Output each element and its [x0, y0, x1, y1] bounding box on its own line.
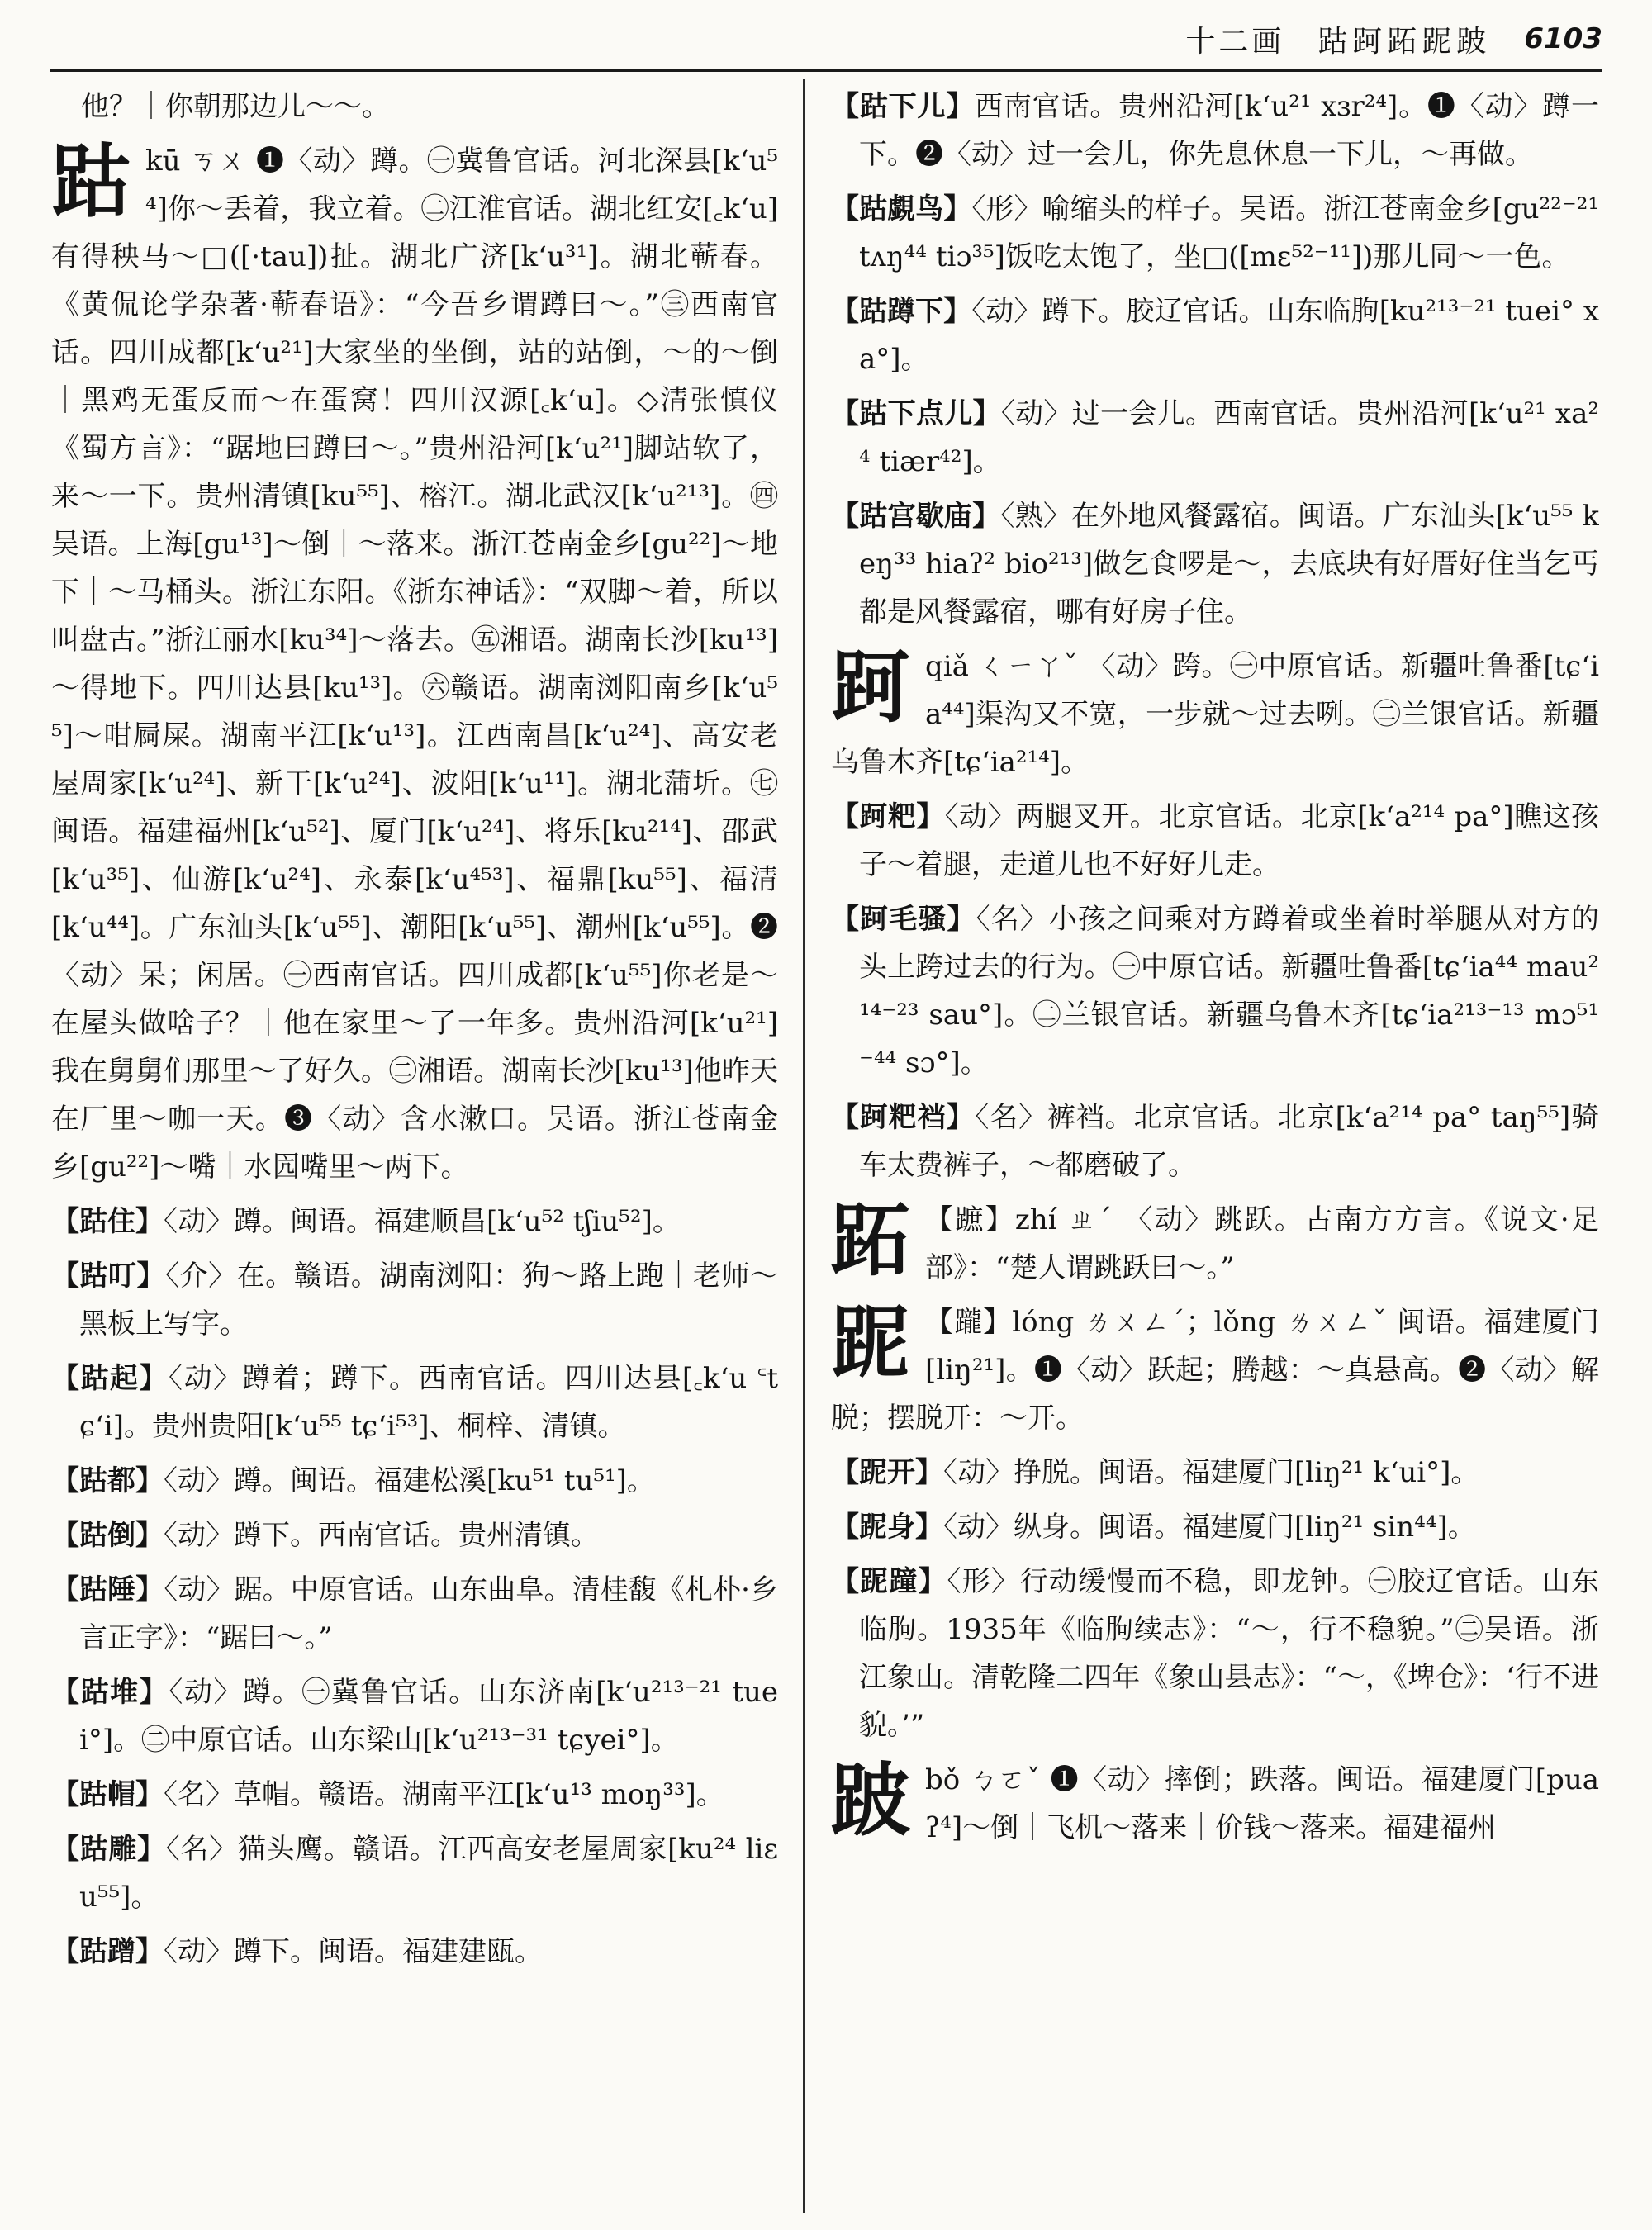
entry-head: 【跍陲】: [51, 1573, 164, 1606]
sub-entry: [831, 83, 1599, 178]
entry-head: 【跒粑裆】: [831, 1101, 976, 1134]
sub-entry: [831, 895, 1599, 1087]
stroke-section-label: 十二画: [1185, 24, 1285, 59]
entry-definition: qiǎ ㄑㄧㄚˇ 〈动〉跨。㊀中原官话。新疆吐鲁番[tɕ‘ia⁴⁴]渠沟又不宽，一步就～过去咧。㊁兰银官话。新疆乌鲁木齐[tɕ‘ia²¹⁴]。: [831, 650, 1599, 779]
entry-definition: 〈动〉蹲。㊀冀鲁官话。山东济南[k‘u²¹³⁻²¹ tuei°]。㊁中原官话。山东梁山[k‘u²¹³⁻³¹ tɕyei°]。: [79, 1676, 778, 1757]
entry-definition: 〈动〉纵身。闽语。福建厦门[liŋ²¹ sin⁴⁴]。: [943, 1511, 1476, 1544]
entry-definition: 〈名〉裤裆。北京官话。北京[k‘a²¹⁴ pa° taŋ⁵⁵]骑车太费裤子，～都磨破了。: [859, 1101, 1599, 1182]
entry-head: 【跍帽】: [51, 1778, 164, 1811]
header-rule: [50, 69, 1602, 72]
sub-entry: [51, 1771, 778, 1819]
entry-head: 【跜身】: [831, 1511, 943, 1544]
entry-head: 【跍起】: [51, 1362, 169, 1395]
sub-entry: [51, 1825, 778, 1921]
entry-definition: 〈动〉蹲下。胶辽官话。山东临朐[ku²¹³⁻²¹ tuei° xa°]。: [859, 295, 1599, 376]
headword-char: 跛: [831, 1753, 910, 1847]
entry-definition: 〈动〉蹲。闽语。福建松溪[ku⁵¹ tu⁵¹]。: [164, 1464, 655, 1497]
sub-entry: [831, 287, 1599, 383]
sub-entry: [831, 492, 1599, 636]
entry-head: 【跍蹲下】: [831, 295, 972, 328]
entry-definition: 〈形〉行动缓慢而不稳，即龙钟。㊀胶辽官话。山东临朐。1935年《临朐续志》：“～，行不稳貌。”㊁吴语。浙江象山。清乾隆二四年《象山县志》：“～，《埤仓》：‘行不进貌。’”: [859, 1565, 1599, 1742]
sub-entry: [51, 1566, 778, 1662]
entry-definition: 〈形〉喻缩头的样子。吴语。浙江苍南金乡[gu²²⁻²¹ tʌŋ⁴⁴ tiɔ³⁵]饭吃太饱了，坐□([mɛ⁵²⁻¹¹])那儿同～一色。: [859, 192, 1599, 273]
entry-head: 【跒粑】: [831, 800, 945, 833]
entry-definition: 〈动〉过一会儿。西南官话。贵州沿河[k‘u²¹ xa²⁴ tiær⁴²]。: [859, 397, 1599, 478]
entry-head: 【跍叮】: [51, 1260, 166, 1293]
sub-entry: [831, 390, 1599, 486]
entry-definition: kū ㄎㄨ ❶〈动〉蹲。㊀冀鲁官话。河北深县[k‘u⁵⁴]你～丢着，我立着。㊁江淮官话。湖北红安[꜀k‘u]有得秧马～□([·tau])扯。湖北广济[k‘u³¹]。湖北蕲春。《黄侃论学杂著·蕲春语》：“今吾乡谓蹲曰～。”㊂西南官话。四川成都[k‘u²¹]大家坐的坐倒，站的站倒，～的～倒｜黑鸡无蛋反而～在蛋窝！四川汉源[꜀k‘u]。◇清张慎仪《蜀方言》：“踞地曰蹲曰～。”贵州沿河[k‘u²¹]脚站软了，来～一下。贵州清镇[ku⁵⁵]、榕江。湖北武汉[k‘u²¹³]。㊃吴语。上海[gu¹³]～倒｜～落来。浙江苍南金乡[gu²²]～地下｜～马桶头。浙江东阳。《浙东神话》：“双脚～着，所以叫盘古。”浙江丽水[ku³⁴]～落去。㊄湘语。湖南长沙[ku¹³]～得地下。四川达县[ku¹³]。㊅赣语。湖南浏阳南乡[k‘u⁵⁵]～咁屙屎。湖南平江[k‘u¹³]。江西南昌[k‘u²⁴]、高安老屋周家[k‘u²⁴]、新干[k‘u²⁴]、波阳[k‘u¹¹]。湖北蒲圻。㊆闽语。福建福州[k‘u⁵²]、厦门[k‘u²⁴]、将乐[ku²¹⁴]、邵武[k‘u³⁵]、仙游[k‘u²⁴]、永泰[k‘u⁴⁵³]、福鼎[ku⁵⁵]、福清[k‘u⁴⁴]。广东汕头[k‘u⁵⁵]、潮阳[k‘u⁵⁵]、潮州[k‘u⁵⁵]。❷〈动〉呆；闲居。㊀西南官话。四川成都[k‘u⁵⁵]你老是～在屋头做啥子？｜他在家里～了一年多。贵州沿河[k‘u²¹]我在舅舅们那里～了好久。㊁湘语。湖南长沙[ku¹³]他昨天在厂里～咖一天。❸〈动〉含水漱口。吴语。浙江苍南金乡[gu²²]～嘴｜水囥嘴里～两下。: [51, 145, 778, 1184]
entry-head: 【跍堆】: [51, 1676, 169, 1709]
entry-definition: 〈动〉蹲。闽语。福建顺昌[k‘u⁵² tʃiu⁵²]。: [164, 1205, 681, 1238]
entry-head: 【跍宫歇庙】: [831, 500, 1001, 533]
entry-definition: 〈动〉蹲着；蹲下。西南官话。四川达县[꜀k‘u ꜂tɕ‘i]。贵州贵阳[k‘u⁵⁵ tɕ‘i⁵³]、桐梓、清镇。: [79, 1362, 778, 1443]
main-entry-zhi: [831, 1193, 1599, 1292]
entry-definition: 〈动〉蹲下。西南官话。贵州清镇。: [164, 1519, 599, 1552]
sub-entry: [51, 1355, 778, 1450]
entry-definition: 〈名〉猫头鹰。赣语。江西高安老屋周家[ku²⁴ liɛu⁵⁵]。: [79, 1833, 778, 1914]
sub-entry: [831, 1094, 1599, 1189]
entry-head: 【跍蹭】: [51, 1935, 164, 1968]
entry-head: 【跍下点儿】: [831, 397, 1001, 430]
sub-entry: [831, 185, 1599, 281]
entry-head: 【跜蹱】: [831, 1565, 947, 1598]
header-guide-chars: 跍跒跖跜跛: [1317, 24, 1492, 59]
page-header: [50, 12, 1602, 66]
entry-head: 【跜开】: [831, 1456, 943, 1489]
sub-entry: [51, 1511, 778, 1559]
column-divider: [803, 79, 805, 2213]
sub-entry: [831, 1558, 1599, 1749]
entry-definition: 【蹠】zhí ㄓˊ 〈动〉跳跃。古南方方言。《说文·足部》：“楚人谓跳跃曰～。”: [925, 1203, 1599, 1284]
entry-definition: 〈动〉两腿叉开。北京官话。北京[k‘a²¹⁴ pa°]瞧这孩子～着腿，走道儿也不好好儿走。: [859, 800, 1599, 881]
entry-definition: bǒ ㄅㄛˇ ❶〈动〉摔倒；跌落。闽语。福建厦门[puaʔ⁴]～倒｜飞机～落来｜价钱～落来。福建福州: [925, 1763, 1599, 1844]
entry-head: 【跍倒】: [51, 1519, 164, 1552]
sub-entry: [51, 1252, 778, 1348]
headword-char: 跒: [831, 640, 910, 733]
entry-head: 【跍都】: [51, 1464, 164, 1497]
entry-definition: 〈名〉草帽。赣语。湖南平江[k‘u¹³ moŋ³³]。: [164, 1778, 724, 1811]
headword-char: 跍: [51, 135, 131, 228]
entry-definition: 〈介〉在。赣语。湖南浏阳：狗～路上跑｜老师～黑板上写字。: [79, 1260, 778, 1340]
main-entry-qia: [831, 640, 1599, 786]
entry-head: 【跍下儿】: [831, 90, 976, 123]
sub-entry: [51, 1928, 778, 1976]
entry-definition: 〈名〉小孩之间乘对方蹲着或坐着时举腿从对方的头上跨过去的行为。㊀中原官话。新疆吐鲁番[tɕ‘ia⁴⁴ mau²¹⁴⁻²³ sau°]。㊁兰银官话。新疆乌鲁木齐[tɕ‘ia²¹³⁻¹³ mɔ⁵¹⁻⁴⁴ sɔ°]。: [859, 903, 1599, 1079]
entry-definition: 〈熟〉在外地风餐露宿。闽语。广东汕头[k‘u⁵⁵ keŋ³³ hiaʔ² bio²¹³]做乞食啰是～，去底块有好厝好住当乞丐都是风餐露宿，哪有好房子住。: [859, 500, 1599, 629]
main-entry-bo: [831, 1753, 1599, 1852]
main-entry-ku: [51, 137, 778, 1191]
headword-char: 跖: [831, 1193, 910, 1287]
entry-head: 【跍住】: [51, 1205, 164, 1238]
sub-entry: [51, 1457, 778, 1505]
headword-char: 跜: [831, 1296, 910, 1389]
main-entry-long: [831, 1298, 1599, 1442]
entry-head: 【跒毛骚】: [831, 903, 976, 936]
sub-entry: [51, 1668, 778, 1764]
right-column: [831, 83, 1599, 2222]
sub-entry: [51, 1198, 778, 1245]
entry-definition: 〈动〉蹲下。闽语。福建建瓯。: [164, 1935, 543, 1968]
sub-entry: [831, 1449, 1599, 1497]
entry-definition: 【躘】lóng ㄌㄨㄥˊ；lǒng ㄌㄨㄥˇ 闽语。福建厦门[liŋ²¹]。❶〈动〉跃起；腾越：～真悬高。❷〈动〉解脱；摆脱开：～开。: [831, 1306, 1599, 1435]
entry-head: 【跍覷鸟】: [831, 192, 972, 225]
sub-entry: [831, 793, 1599, 889]
entry-head: 【跍雕】: [51, 1833, 166, 1866]
entry-definition: 〈动〉挣脱。闽语。福建厦门[liŋ²¹ k‘ui°]。: [943, 1456, 1479, 1489]
sub-entry: [831, 1503, 1599, 1551]
entry-definition: 西南官话。贵州沿河[k‘u²¹ xɜr²⁴]。❶〈动〉蹲一下。❷〈动〉过一会儿，你先息休息一下儿，～再做。: [859, 90, 1599, 171]
page-number: 6103: [1524, 22, 1602, 55]
continuation-text: 他？｜你朝那边儿～～。: [81, 90, 390, 123]
left-column: [51, 83, 778, 2222]
entry-definition: 〈动〉踞。中原官话。山东曲阜。清桂馥《札朴·乡言正字》：“踞曰～。”: [79, 1573, 778, 1654]
